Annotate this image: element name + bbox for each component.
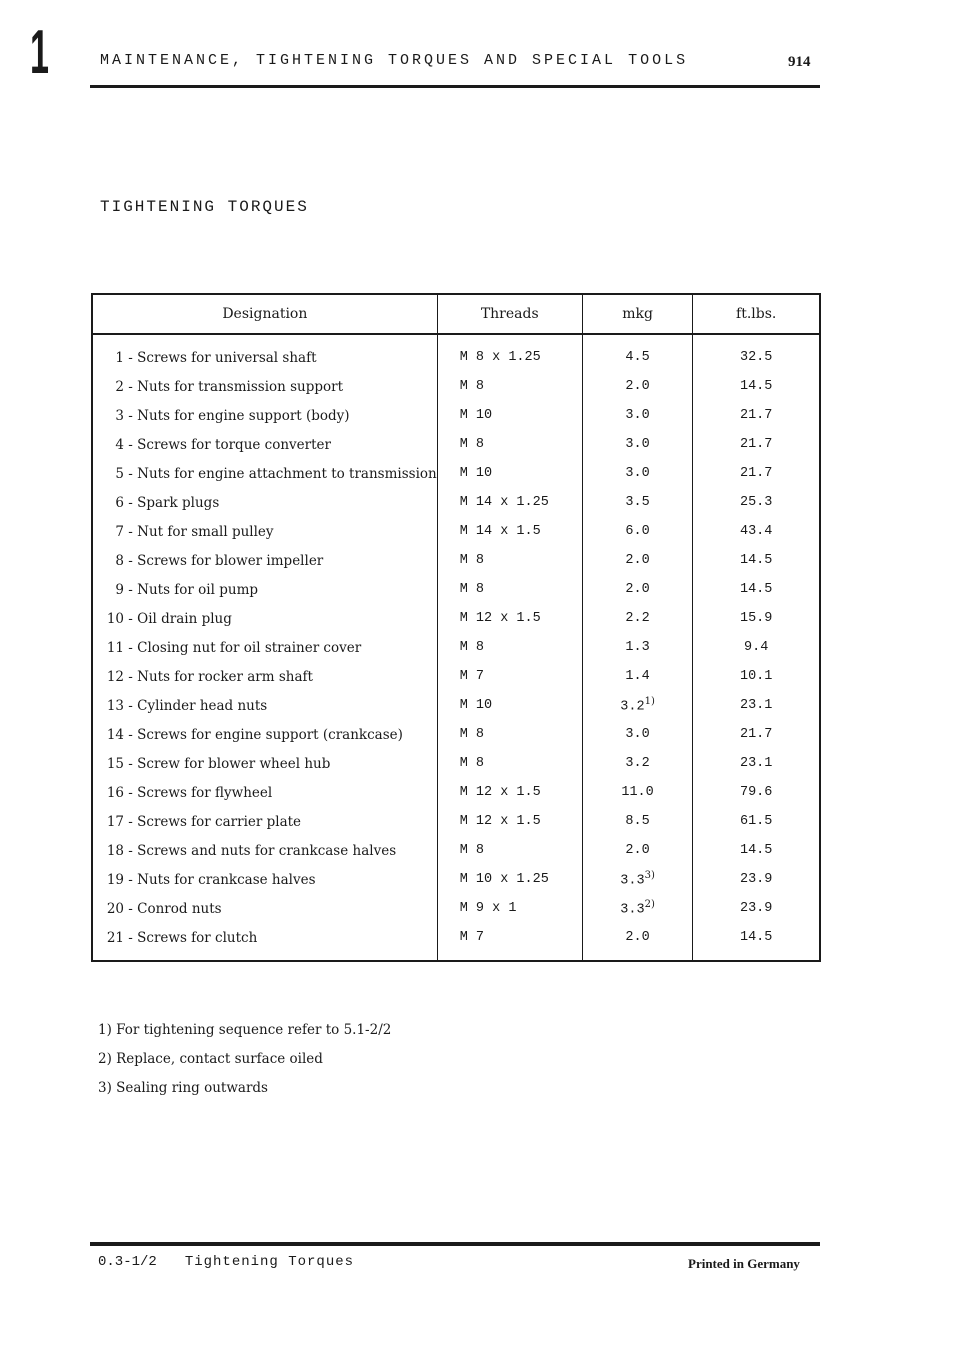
designation-cell bbox=[92, 575, 437, 604]
designation-cell bbox=[92, 488, 437, 517]
designation-text: Closing nut for oil strainer cover bbox=[137, 639, 362, 656]
designation-cell bbox=[92, 894, 437, 923]
item-separator: - bbox=[124, 842, 138, 859]
item-number: 10 bbox=[106, 610, 124, 627]
mkg-value: 3.5 bbox=[625, 495, 650, 510]
table-row bbox=[92, 691, 820, 720]
threads-cell: M 12 x 1.5 bbox=[437, 807, 582, 836]
item-number: 20 bbox=[106, 900, 124, 917]
footer-divider bbox=[90, 1242, 820, 1246]
section-number: 1 bbox=[30, 18, 49, 87]
table-row bbox=[92, 372, 820, 401]
mkg-value: 2.0 bbox=[625, 930, 650, 945]
item-separator: - bbox=[124, 494, 138, 511]
item-separator: - bbox=[124, 378, 138, 395]
designation-text: Screws for clutch bbox=[137, 929, 258, 946]
ftlbs-cell: 23.9 bbox=[693, 865, 820, 894]
item-number: 17 bbox=[106, 813, 124, 830]
ftlbs-cell: 61.5 bbox=[693, 807, 820, 836]
mkg-value: 3.3 bbox=[620, 873, 645, 889]
designation-cell bbox=[92, 836, 437, 865]
mkg-cell bbox=[582, 865, 693, 894]
footnote: 3) Sealing ring outwards bbox=[98, 1080, 268, 1096]
designation-text: Screws for carrier plate bbox=[137, 813, 302, 830]
mkg-cell bbox=[582, 430, 693, 459]
mkg-value: 3.3 bbox=[620, 902, 645, 918]
item-separator: - bbox=[124, 610, 138, 627]
table-row bbox=[92, 430, 820, 459]
footnote-ref: 1) bbox=[644, 696, 655, 708]
item-separator: - bbox=[124, 407, 138, 424]
mkg-cell bbox=[582, 372, 693, 401]
item-number: 7 bbox=[115, 523, 124, 540]
mkg-cell bbox=[582, 836, 693, 865]
mkg-value: 8.5 bbox=[625, 814, 650, 829]
item-number: 12 bbox=[106, 668, 124, 685]
threads-cell: M 8 bbox=[437, 430, 582, 459]
threads-cell: M 10 bbox=[437, 459, 582, 488]
footnote: 1) For tightening sequence refer to 5.1-2/2 bbox=[98, 1022, 392, 1038]
mkg-value: 6.0 bbox=[625, 524, 650, 539]
designation-text: Screws for flywheel bbox=[137, 784, 273, 801]
ftlbs-cell: 14.5 bbox=[693, 575, 820, 604]
threads-cell: M 12 x 1.5 bbox=[437, 778, 582, 807]
designation-text: Screws and nuts for crankcase halves bbox=[137, 842, 397, 859]
mkg-cell bbox=[582, 334, 693, 372]
table-row bbox=[92, 720, 820, 749]
mkg-value: 1.3 bbox=[625, 640, 650, 655]
ftlbs-cell: 21.7 bbox=[693, 459, 820, 488]
table-row bbox=[92, 459, 820, 488]
mkg-value: 2.0 bbox=[625, 843, 650, 858]
designation-text: Screw for blower wheel hub bbox=[137, 755, 331, 772]
ftlbs-cell: 23.1 bbox=[693, 691, 820, 720]
designation-cell bbox=[92, 633, 437, 662]
designation-text: Oil drain plug bbox=[137, 610, 232, 627]
mkg-value: 3.0 bbox=[625, 466, 650, 481]
designation-text: Spark plugs bbox=[137, 494, 220, 511]
mkg-cell bbox=[582, 662, 693, 691]
item-number: 6 bbox=[115, 494, 124, 511]
item-number: 5 bbox=[115, 465, 124, 482]
footer-title: Tightening Torques bbox=[184, 1254, 355, 1270]
table-row bbox=[92, 401, 820, 430]
item-number: 14 bbox=[106, 726, 124, 743]
designation-text: Nuts for engine support (body) bbox=[137, 407, 350, 424]
threads-cell: M 9 x 1 bbox=[437, 894, 582, 923]
designation-cell bbox=[92, 372, 437, 401]
table-row bbox=[92, 662, 820, 691]
mkg-cell bbox=[582, 546, 693, 575]
designation-cell bbox=[92, 459, 437, 488]
torque-table bbox=[91, 293, 821, 962]
item-number: 19 bbox=[106, 871, 124, 888]
designation-cell bbox=[92, 546, 437, 575]
mkg-value: 2.0 bbox=[625, 582, 650, 597]
item-separator: - bbox=[124, 784, 138, 801]
column-header-mkg: mkg bbox=[582, 294, 693, 334]
mkg-value: 3.2 bbox=[625, 756, 650, 771]
designation-text: Nut for small pulley bbox=[137, 523, 274, 540]
mkg-value: 3.0 bbox=[625, 727, 650, 742]
designation-cell bbox=[92, 401, 437, 430]
item-separator: - bbox=[124, 755, 138, 772]
mkg-cell bbox=[582, 691, 693, 720]
ftlbs-cell: 79.6 bbox=[693, 778, 820, 807]
table-row bbox=[92, 923, 820, 961]
mkg-cell bbox=[582, 604, 693, 633]
mkg-cell bbox=[582, 894, 693, 923]
table-row bbox=[92, 546, 820, 575]
item-number: 8 bbox=[115, 552, 124, 569]
ftlbs-cell: 14.5 bbox=[693, 923, 820, 961]
mkg-cell bbox=[582, 575, 693, 604]
ftlbs-cell: 14.5 bbox=[693, 372, 820, 401]
designation-text: Nuts for oil pump bbox=[137, 581, 259, 598]
item-separator: - bbox=[124, 552, 138, 569]
ftlbs-cell: 43.4 bbox=[693, 517, 820, 546]
designation-cell bbox=[92, 865, 437, 894]
threads-cell: M 8 bbox=[437, 836, 582, 865]
item-separator: - bbox=[124, 436, 138, 453]
designation-cell bbox=[92, 334, 437, 372]
ftlbs-cell: 14.5 bbox=[693, 546, 820, 575]
item-separator: - bbox=[124, 639, 138, 656]
mkg-value: 4.5 bbox=[625, 350, 650, 365]
designation-text: Screws for blower impeller bbox=[137, 552, 324, 569]
designation-text: Cylinder head nuts bbox=[137, 697, 268, 714]
item-separator: - bbox=[124, 871, 138, 888]
item-number: 13 bbox=[106, 697, 124, 714]
table-row bbox=[92, 604, 820, 633]
ftlbs-cell: 21.7 bbox=[693, 430, 820, 459]
designation-cell bbox=[92, 517, 437, 546]
table-header-row bbox=[92, 294, 820, 334]
threads-cell: M 7 bbox=[437, 923, 582, 961]
mkg-cell bbox=[582, 401, 693, 430]
designation-text: Nuts for engine attachment to transmission bbox=[137, 465, 437, 482]
item-number: 2 bbox=[115, 378, 124, 395]
mkg-cell bbox=[582, 633, 693, 662]
ftlbs-cell: 25.3 bbox=[693, 488, 820, 517]
table-row bbox=[92, 807, 820, 836]
table-row bbox=[92, 334, 820, 372]
printed-in-label: Printed in Germany bbox=[688, 1256, 800, 1271]
footer-section bbox=[98, 1254, 354, 1270]
mkg-cell bbox=[582, 778, 693, 807]
table-row bbox=[92, 575, 820, 604]
footer-section-ref: 0.3-1/2 bbox=[98, 1254, 157, 1270]
item-number: 16 bbox=[106, 784, 124, 801]
item-separator: - bbox=[124, 697, 138, 714]
ftlbs-cell: 23.9 bbox=[693, 894, 820, 923]
table-row bbox=[92, 836, 820, 865]
mkg-cell bbox=[582, 459, 693, 488]
threads-cell: M 8 bbox=[437, 633, 582, 662]
threads-cell: M 8 x 1.25 bbox=[437, 334, 582, 372]
ftlbs-cell: 21.7 bbox=[693, 720, 820, 749]
table-row bbox=[92, 633, 820, 662]
designation-cell bbox=[92, 691, 437, 720]
threads-cell: M 10 bbox=[437, 691, 582, 720]
mkg-value: 1.4 bbox=[625, 669, 650, 684]
item-separator: - bbox=[124, 668, 138, 685]
threads-cell: M 14 x 1.5 bbox=[437, 517, 582, 546]
ftlbs-cell: 21.7 bbox=[693, 401, 820, 430]
threads-cell: M 10 bbox=[437, 401, 582, 430]
threads-cell: M 8 bbox=[437, 575, 582, 604]
item-number: 18 bbox=[106, 842, 124, 859]
designation-text: Screws for universal shaft bbox=[137, 349, 317, 366]
mkg-value: 11.0 bbox=[621, 785, 654, 800]
mkg-cell bbox=[582, 488, 693, 517]
ftlbs-cell: 23.1 bbox=[693, 749, 820, 778]
mkg-value: 2.0 bbox=[625, 379, 650, 394]
threads-cell: M 8 bbox=[437, 372, 582, 401]
mkg-cell bbox=[582, 749, 693, 778]
threads-cell: M 10 x 1.25 bbox=[437, 865, 582, 894]
page-header-title: MAINTENANCE, TIGHTENING TORQUES AND SPECIAL TOOLS bbox=[100, 52, 689, 69]
item-separator: - bbox=[124, 813, 138, 830]
column-header-designation: Designation bbox=[92, 294, 437, 334]
mkg-value: 3.0 bbox=[625, 437, 650, 452]
designation-cell bbox=[92, 604, 437, 633]
ftlbs-cell: 10.1 bbox=[693, 662, 820, 691]
threads-cell: M 8 bbox=[437, 749, 582, 778]
designation-text: Screws for torque converter bbox=[137, 436, 331, 453]
designation-text: Nuts for transmission support bbox=[137, 378, 344, 395]
ftlbs-cell: 32.5 bbox=[693, 334, 820, 372]
mkg-value: 2.2 bbox=[625, 611, 650, 626]
footnote-ref: 3) bbox=[644, 870, 655, 882]
item-separator: - bbox=[124, 900, 138, 917]
designation-cell bbox=[92, 430, 437, 459]
item-separator: - bbox=[124, 349, 138, 366]
item-separator: - bbox=[124, 726, 138, 743]
threads-cell: M 8 bbox=[437, 546, 582, 575]
item-number: 15 bbox=[106, 755, 124, 772]
threads-cell: M 8 bbox=[437, 720, 582, 749]
item-number: 9 bbox=[115, 581, 124, 598]
designation-text: Conrod nuts bbox=[137, 900, 222, 917]
mkg-cell bbox=[582, 720, 693, 749]
footnote: 2) Replace, contact surface oiled bbox=[98, 1051, 323, 1067]
table-row bbox=[92, 517, 820, 546]
threads-cell: M 14 x 1.25 bbox=[437, 488, 582, 517]
page-model-number: 914 bbox=[788, 54, 811, 70]
footnotes bbox=[98, 1022, 391, 1109]
designation-cell bbox=[92, 807, 437, 836]
item-number: 21 bbox=[106, 929, 124, 946]
ftlbs-cell: 9.4 bbox=[693, 633, 820, 662]
mkg-value: 2.0 bbox=[625, 553, 650, 568]
designation-text: Nuts for rocker arm shaft bbox=[137, 668, 313, 685]
designation-cell bbox=[92, 778, 437, 807]
designation-cell bbox=[92, 662, 437, 691]
footnote-ref: 2) bbox=[644, 899, 655, 911]
column-header-ftlbs: ft.lbs. bbox=[693, 294, 820, 334]
item-number: 3 bbox=[115, 407, 124, 424]
designation-text: Nuts for crankcase halves bbox=[137, 871, 316, 888]
item-separator: - bbox=[124, 523, 138, 540]
mkg-cell bbox=[582, 517, 693, 546]
table-row bbox=[92, 778, 820, 807]
header-divider bbox=[90, 85, 820, 88]
table-row bbox=[92, 749, 820, 778]
mkg-cell bbox=[582, 807, 693, 836]
table-row bbox=[92, 488, 820, 517]
table-row bbox=[92, 894, 820, 923]
table-body bbox=[92, 334, 820, 961]
column-header-threads: Threads bbox=[437, 294, 582, 334]
designation-cell bbox=[92, 923, 437, 961]
item-number: 4 bbox=[115, 436, 124, 453]
designation-text: Screws for engine support (crankcase) bbox=[137, 726, 403, 743]
designation-cell bbox=[92, 720, 437, 749]
mkg-cell bbox=[582, 923, 693, 961]
table-row bbox=[92, 865, 820, 894]
item-separator: - bbox=[124, 581, 138, 598]
item-number: 1 bbox=[115, 349, 124, 366]
mkg-value: 3.0 bbox=[625, 408, 650, 423]
mkg-value: 3.2 bbox=[620, 699, 645, 715]
item-separator: - bbox=[124, 929, 138, 946]
item-separator: - bbox=[124, 465, 138, 482]
ftlbs-cell: 14.5 bbox=[693, 836, 820, 865]
threads-cell: M 12 x 1.5 bbox=[437, 604, 582, 633]
ftlbs-cell: 15.9 bbox=[693, 604, 820, 633]
designation-cell bbox=[92, 749, 437, 778]
item-number: 11 bbox=[106, 639, 124, 656]
threads-cell: M 7 bbox=[437, 662, 582, 691]
section-title: TIGHTENING TORQUES bbox=[100, 198, 309, 216]
